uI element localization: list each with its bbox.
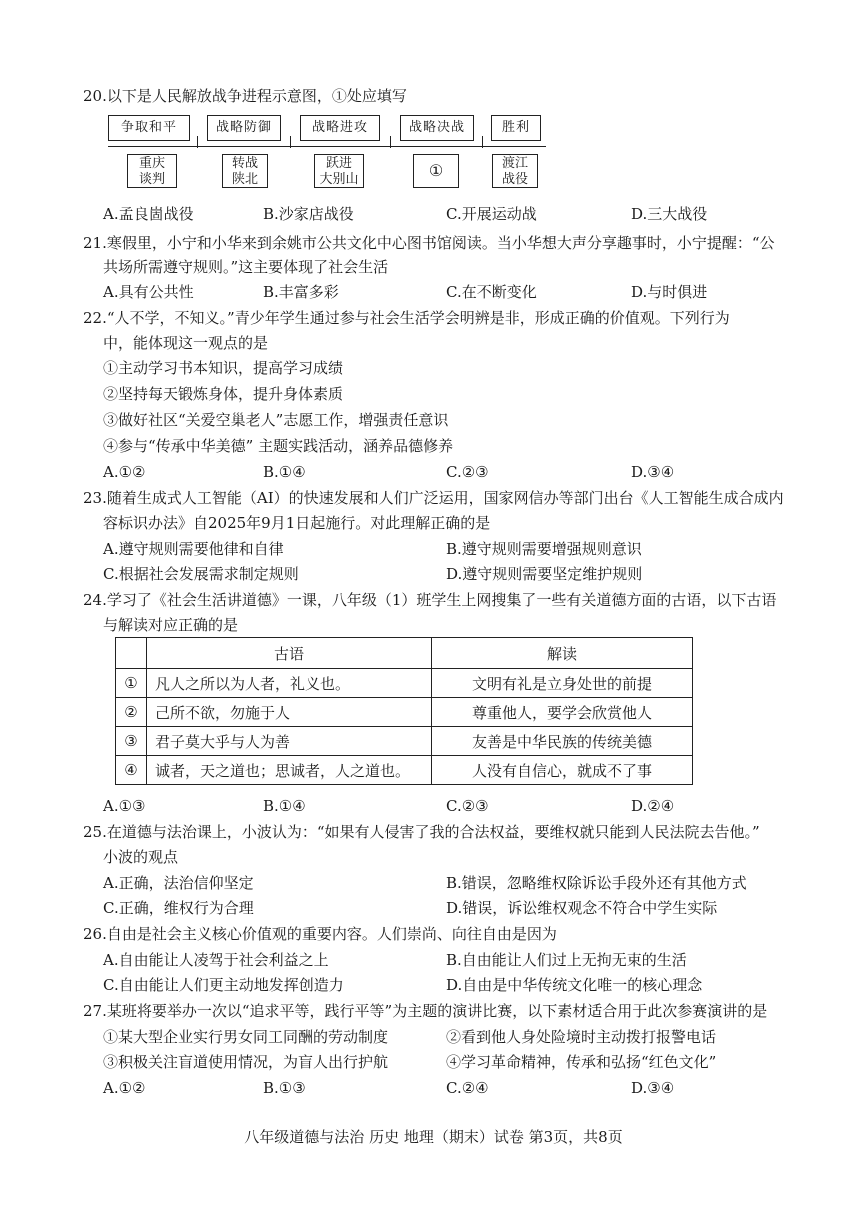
option-b[interactable]: B.遵守规则需要增强规则意识 <box>446 540 642 558</box>
option-d[interactable]: D.与时俱进 <box>631 283 708 301</box>
timeline-event: 跃进 大别山 <box>314 154 364 188</box>
table-cell: 文明有礼是立身处世的前提 <box>432 669 693 698</box>
option-d[interactable]: D.错误，诉讼维权观念不符合中学生实际 <box>446 899 718 917</box>
table-header-cell: 解读 <box>432 638 693 669</box>
timeline-tick <box>390 136 391 148</box>
question-20-stem: 20.以下是人民解放战争进程示意图，①处应填写 <box>83 87 407 105</box>
question-25-line: 25.在道德与法治课上，小波认为：“如果有人侵害了我的合法权益，要维权就只能到人民法院去告他。” <box>83 823 760 841</box>
timeline-tick <box>290 136 291 148</box>
question-21-line: 共场所需遵守规则。”这主要体现了社会生活 <box>103 258 389 276</box>
timeline-event: 重庆 谈判 <box>127 154 177 188</box>
option-a[interactable]: A.①③ <box>103 797 146 815</box>
option-d[interactable]: D.自由是中华传统文化唯一的核心理念 <box>446 976 703 994</box>
statement-item: ③做好社区“关爱空巢老人”志愿工作，增强责任意识 <box>103 411 449 429</box>
option-c[interactable]: C.②③ <box>446 463 489 481</box>
statement-item: ①某大型企业实行男女同工同酬的劳动制度 <box>103 1028 389 1046</box>
table-header-cell <box>116 638 147 669</box>
table-row <box>116 698 693 727</box>
question-27-line: 27.某班将要举办一次以“追求平等，践行平等”为主题的演讲比赛，以下素材适合用于此次参赛演讲的是 <box>83 1002 768 1020</box>
table-row <box>116 727 693 756</box>
table-cell: ① <box>116 669 147 698</box>
option-d[interactable]: D.遵守规则需要坚定维护规则 <box>446 565 643 583</box>
question-23-line: 23.随着生成式人工智能（AI）的快速发展和人们广泛运用，国家网信办等部门出台《人工智能生成合成内 <box>83 489 784 507</box>
table-row <box>116 669 693 698</box>
option-b[interactable]: B.自由能让人们过上无拘无束的生活 <box>446 951 687 969</box>
timeline-stage: 争取和平 <box>108 115 190 141</box>
question-23-line: 容标识办法》自2025年9月1日起施行。对此理解正确的是 <box>103 514 491 532</box>
statement-item: ②坚持每天锻炼身体，提升身体素质 <box>103 385 344 403</box>
option-c[interactable]: C.根据社会发展需求制定规则 <box>103 565 299 583</box>
question-22-line: 中，能体现这一观点的是 <box>103 334 269 352</box>
option-c[interactable]: C.自由能让人们更主动地发挥创造力 <box>103 976 344 994</box>
table-cell: 诚者，天之道也；思诚者，人之道也。 <box>147 756 432 785</box>
statement-item: ④参与“传承中华美德” 主题实践活动，涵养品德修养 <box>103 437 454 455</box>
timeline-tick <box>482 136 483 148</box>
statement-item: ②看到他人身处险境时主动拨打报警电话 <box>446 1028 717 1046</box>
table-header-row <box>116 638 693 669</box>
option-b[interactable]: B.错误，忽略维权除诉讼手段外还有其他方式 <box>446 874 747 892</box>
option-d[interactable]: D.三大战役 <box>631 205 708 223</box>
option-d[interactable]: D.③④ <box>631 1079 675 1097</box>
table-cell: ③ <box>116 727 147 756</box>
option-b[interactable]: B.①③ <box>263 1079 306 1097</box>
table-header-cell: 古语 <box>147 638 432 669</box>
table-cell: 友善是中华民族的传统美德 <box>432 727 693 756</box>
timeline-event: 渡江 战役 <box>492 154 538 188</box>
table-cell: ② <box>116 698 147 727</box>
option-c[interactable]: C.开展运动战 <box>446 205 537 223</box>
option-a[interactable]: A.正确，法治信仰坚定 <box>103 874 254 892</box>
question-25-line: 小波的观点 <box>103 848 179 866</box>
statement-item: ④学习革命精神，传承和弘扬“红色文化” <box>446 1053 717 1071</box>
table-cell: 凡人之所以为人者，礼义也。 <box>147 669 432 698</box>
question-24-line: 与解读对应正确的是 <box>103 616 239 634</box>
option-a[interactable]: A.自由能让人凌驾于社会利益之上 <box>103 951 329 969</box>
option-a[interactable]: A.遵守规则需要他律和自律 <box>103 540 284 558</box>
option-c[interactable]: C.②④ <box>446 1079 489 1097</box>
option-a[interactable]: A.①② <box>103 1079 146 1097</box>
option-b[interactable]: B.①④ <box>263 463 306 481</box>
table-cell: 己所不欲，勿施于人 <box>147 698 432 727</box>
option-a[interactable]: A.具有公共性 <box>103 283 194 301</box>
quotes-table <box>115 637 693 785</box>
option-a[interactable]: A.①② <box>103 463 146 481</box>
table-cell: 尊重他人，要学会欣赏他人 <box>432 698 693 727</box>
option-d[interactable]: D.②④ <box>631 797 675 815</box>
option-b[interactable]: B.①④ <box>263 797 306 815</box>
timeline-stage: 胜利 <box>491 115 541 141</box>
page-footer: 八年级道德与法治 历史 地理（期末）试卷 第3页，共8页 <box>244 1128 623 1146</box>
table-cell: ④ <box>116 756 147 785</box>
option-b[interactable]: B.丰富多彩 <box>263 283 339 301</box>
option-c[interactable]: C.在不断变化 <box>446 283 537 301</box>
question-21-line: 21.寒假里，小宁和小华来到余姚市公共文化中心图书馆阅读。当小华想大声分享趣事时，小宁提醒：“公 <box>83 234 775 252</box>
timeline-axis <box>108 146 546 147</box>
option-c[interactable]: C.正确，维权行为合理 <box>103 899 254 917</box>
statement-item: ③积极关注盲道使用情况，为盲人出行护航 <box>103 1053 389 1071</box>
option-d[interactable]: D.③④ <box>631 463 675 481</box>
timeline-event: 转战 陕北 <box>222 154 268 188</box>
timeline-stage: 战略进攻 <box>300 115 380 141</box>
table-row <box>116 756 693 785</box>
option-b[interactable]: B.沙家店战役 <box>263 205 354 223</box>
table-cell: 君子莫大乎与人为善 <box>147 727 432 756</box>
option-a[interactable]: A.孟良崮战役 <box>103 205 194 223</box>
option-c[interactable]: C.②③ <box>446 797 489 815</box>
timeline-stage: 战略决战 <box>400 115 474 141</box>
timeline-tick <box>197 136 198 148</box>
timeline-stage: 战略防御 <box>207 115 281 141</box>
question-22-line: 22.“人不学，不知义。”青少年学生通过参与社会生活学会明辨是非，形成正确的价值观。下列行为 <box>83 309 730 327</box>
question-26-line: 26.自由是社会主义核心价值观的重要内容。人们崇尚、向往自由是因为 <box>83 925 557 943</box>
question-24-line: 24.学习了《社会生活讲道德》一课，八年级（1）班学生上网搜集了一些有关道德方面的古语，以下古语 <box>83 591 777 609</box>
timeline-event-blank: ① <box>413 154 459 188</box>
table-cell: 人没有自信心，就成不了事 <box>432 756 693 785</box>
statement-item: ①主动学习书本知识，提高学习成绩 <box>103 359 344 377</box>
